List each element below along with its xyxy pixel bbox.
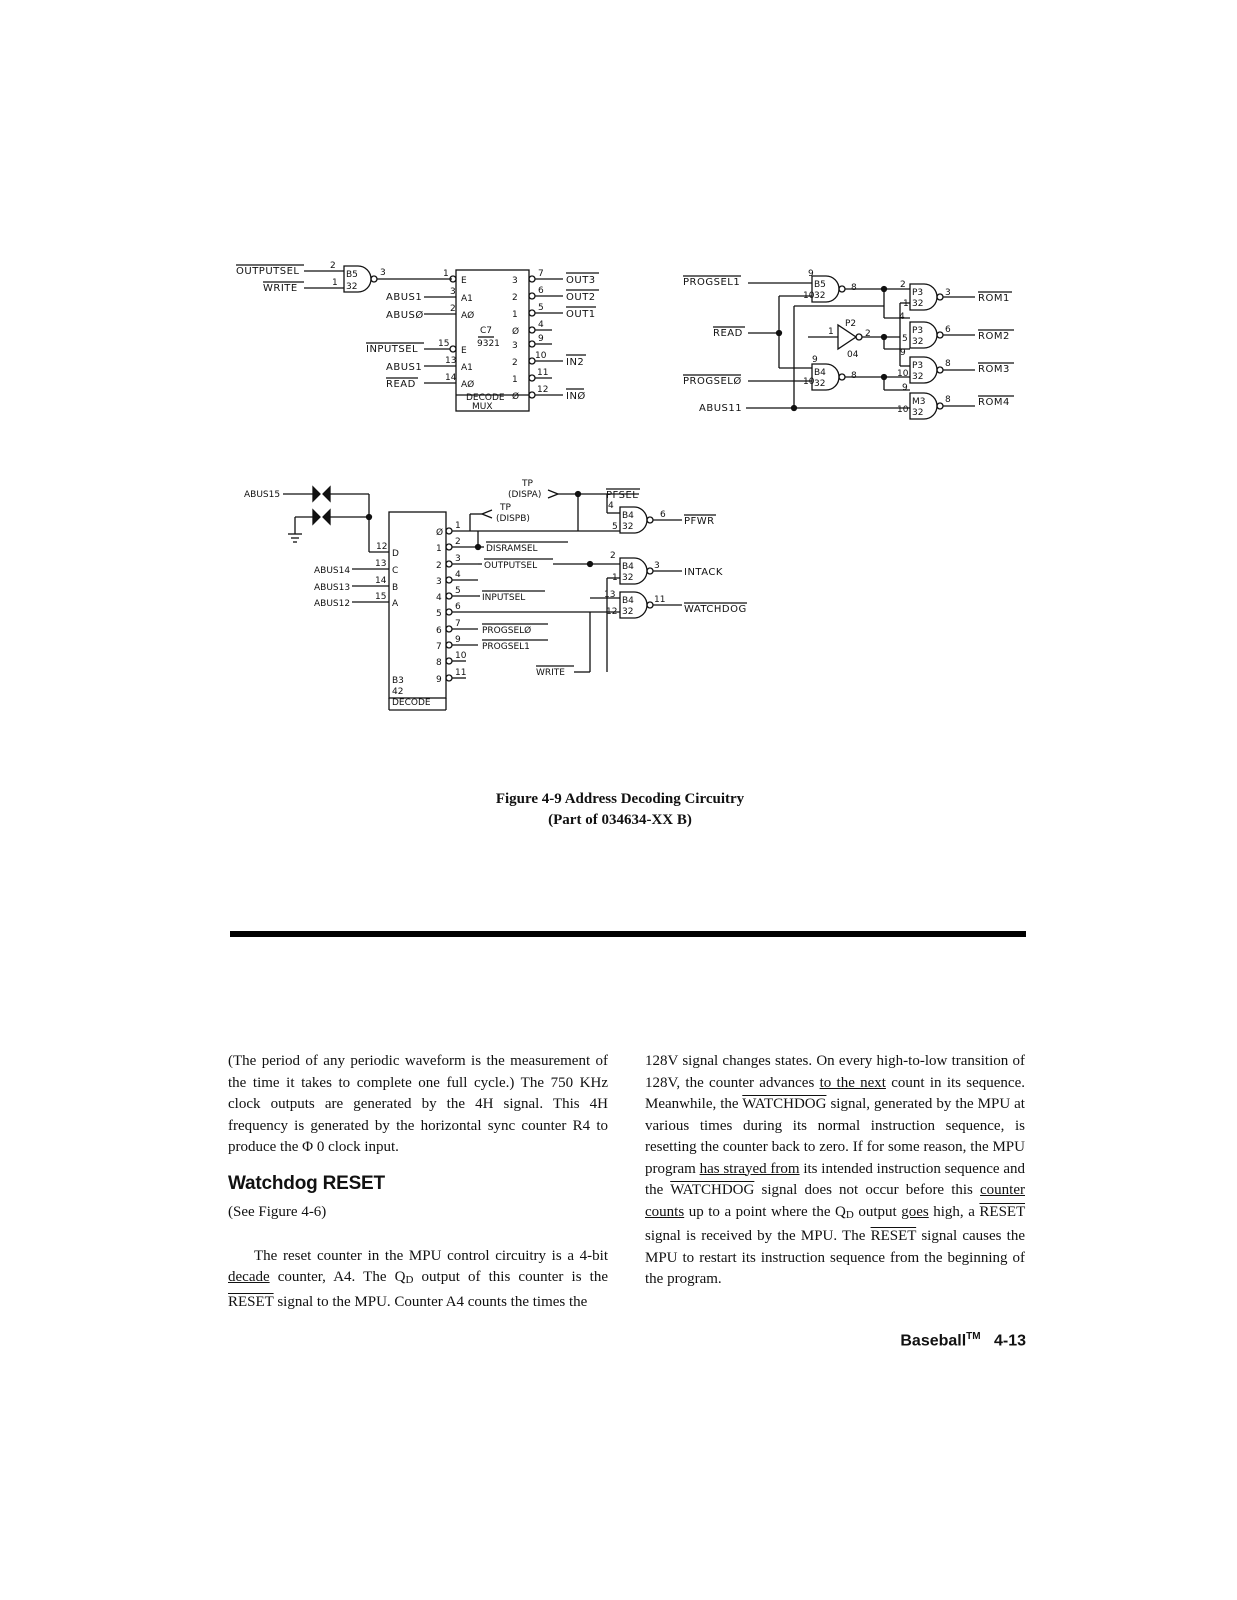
svg-text:8: 8 [945, 395, 951, 405]
pfsel-label: PFSEL [606, 490, 639, 501]
svg-text:ABUS12: ABUS12 [314, 599, 351, 609]
svg-text:4: 4 [899, 312, 905, 322]
svg-text:6: 6 [455, 602, 461, 612]
svg-text:2: 2 [436, 561, 442, 571]
rom3-label: ROM3 [978, 364, 1010, 375]
svg-text:5: 5 [612, 522, 618, 532]
tp-dispb-label: TP [500, 503, 511, 513]
svg-text:P3: P3 [912, 326, 924, 336]
svg-text:5: 5 [455, 586, 461, 596]
svg-text:Ø: Ø [436, 528, 444, 538]
svg-text:3: 3 [512, 341, 518, 351]
svg-text:12: 12 [606, 607, 618, 617]
b3-decoder-section [244, 479, 747, 710]
svg-text:5: 5 [436, 609, 442, 619]
outputsel-label: OUTPUTSEL [236, 266, 300, 277]
svg-text:M3: M3 [912, 397, 926, 407]
svg-text:32: 32 [912, 299, 924, 309]
svg-text:A1: A1 [461, 294, 473, 304]
svg-text:10: 10 [455, 651, 467, 661]
svg-text:1: 1 [436, 544, 442, 554]
svg-text:8: 8 [945, 359, 951, 369]
svg-text:12: 12 [537, 385, 549, 395]
svg-text:9: 9 [538, 334, 544, 344]
write-label-bottom: WRITE [536, 668, 565, 678]
svg-text:ABUS13: ABUS13 [314, 583, 351, 593]
trademark-mark: TM [966, 1331, 981, 1342]
svg-text:4: 4 [538, 320, 544, 330]
svg-text:9: 9 [436, 675, 442, 685]
svg-text:3: 3 [436, 577, 442, 587]
rom1-label: ROM1 [978, 293, 1010, 304]
left-column [228, 1051, 608, 1313]
svg-text:9: 9 [900, 348, 906, 358]
mux-name: C7 [480, 326, 493, 336]
svg-text:32: 32 [912, 337, 924, 347]
svg-text:Ø: Ø [512, 392, 520, 402]
rom2-label: ROM2 [978, 331, 1010, 342]
svg-text:AØ: AØ [461, 380, 475, 390]
svg-text:32: 32 [622, 607, 634, 617]
svg-text:6: 6 [538, 286, 544, 296]
pfwr-label: PFWR [684, 516, 715, 527]
svg-text:P3: P3 [912, 288, 924, 298]
paragraph-watchdog: 128V signal changes states. On every high-to-low transition of 128V, the counter advances to the next count in its sequence. Meanwhile, the WATCHDOG signal, generated by the MPU at various times during its normal instruction sequence, is resetting the counter back to zero. If for some reason, the MPU program has strayed from its intended instruction sequence and the WATCHDOG signal does not occur before this counter counts up to a point where the QD output goes high, a RESET signal is received by the MPU. The RESET signal causes the MPU to restart its instruction sequence from the beginning of the program. [645, 1053, 1025, 1287]
svg-text:ABUS1: ABUS1 [386, 362, 423, 373]
rom-select-section [683, 269, 1014, 419]
svg-text:2: 2 [512, 358, 518, 368]
rom4-label: ROM4 [978, 397, 1010, 408]
svg-text:9: 9 [812, 355, 818, 365]
svg-text:3: 3 [380, 268, 386, 278]
svg-text:9: 9 [455, 635, 461, 645]
svg-text:13: 13 [375, 559, 387, 569]
decoder-name: B3 [392, 676, 404, 686]
svg-text:1: 1 [455, 521, 461, 531]
svg-text:7: 7 [538, 269, 544, 279]
figure-caption-part: (Part of 034634-XX B) [548, 812, 692, 828]
svg-text:10: 10 [803, 377, 815, 387]
svg-text:B4: B4 [622, 596, 634, 606]
section-heading: Watchdog RESET [228, 1172, 385, 1194]
section-divider [230, 931, 1026, 937]
svg-text:E: E [461, 346, 467, 356]
svg-text:4: 4 [608, 501, 614, 511]
svg-text:7: 7 [436, 642, 442, 652]
decode-mux-section [236, 261, 599, 412]
svg-text:14: 14 [445, 373, 457, 383]
svg-text:C: C [392, 566, 399, 576]
svg-text:32: 32 [912, 372, 924, 382]
paragraph-reset-counter: The reset counter in the MPU control circuitry is a 4-bit decade counter, A4. The QD output of this counter is the RESET signal to the MPU. Counter A4 counts the times the [228, 1247, 608, 1310]
svg-text:P3: P3 [912, 361, 924, 371]
abus11-label: ABUS11 [699, 403, 743, 414]
svg-text:MUX: MUX [472, 402, 493, 412]
svg-text:11: 11 [654, 595, 666, 605]
svg-text:(DISPB): (DISPB) [496, 514, 530, 524]
mux-footer: DECODE [466, 393, 505, 403]
svg-text:D: D [392, 549, 399, 559]
svg-text:4: 4 [436, 593, 442, 603]
address-decoding-schematic [0, 0, 1237, 760]
svg-text:READ: READ [386, 379, 416, 390]
svg-text:10: 10 [535, 351, 547, 361]
svg-text:3: 3 [450, 287, 456, 297]
svg-text:04: 04 [847, 350, 859, 360]
svg-text:8: 8 [436, 658, 442, 668]
svg-text:32: 32 [814, 291, 826, 301]
out1-label: OUT1 [566, 309, 596, 320]
svg-text:15: 15 [438, 339, 450, 349]
right-column [645, 1051, 1025, 1291]
svg-text:2: 2 [900, 280, 906, 290]
svg-text:2: 2 [865, 329, 871, 339]
svg-text:7: 7 [455, 619, 461, 629]
svg-text:6: 6 [945, 325, 951, 335]
svg-text:6: 6 [436, 626, 442, 636]
svg-text:8: 8 [851, 371, 857, 381]
svg-text:2: 2 [330, 261, 336, 271]
read-label: READ [713, 328, 743, 339]
svg-text:2: 2 [455, 537, 461, 547]
svg-text:4: 4 [455, 570, 461, 580]
svg-text:1: 1 [512, 375, 518, 385]
svg-text:12: 12 [376, 542, 388, 552]
progsel0-label: PROGSELØ [683, 376, 742, 387]
svg-text:1: 1 [828, 327, 834, 337]
out3-label: OUT3 [566, 275, 596, 286]
in2-label: IN2 [566, 357, 585, 368]
abus15-label: ABUS15 [244, 490, 281, 500]
svg-text:ABUS1: ABUS1 [386, 292, 423, 303]
svg-text:10: 10 [897, 369, 909, 379]
svg-text:8: 8 [851, 283, 857, 293]
outputsel-label-bottom: OUTPUTSEL [484, 561, 538, 571]
svg-text:5: 5 [902, 334, 908, 344]
svg-text:32: 32 [912, 408, 924, 418]
svg-text:(DISPA): (DISPA) [508, 490, 542, 500]
page-number: 4-13 [993, 1332, 1026, 1350]
svg-text:P2: P2 [845, 319, 857, 329]
out2-label: OUT2 [566, 292, 596, 303]
svg-text:32: 32 [622, 522, 634, 532]
svg-text:ABUS14: ABUS14 [314, 566, 351, 576]
svg-text:6: 6 [660, 510, 666, 520]
svg-text:42: 42 [392, 687, 404, 697]
svg-text:2: 2 [450, 304, 456, 314]
svg-text:3: 3 [512, 276, 518, 286]
svg-text:B5: B5 [814, 280, 826, 290]
svg-text:3: 3 [945, 288, 951, 298]
svg-text:13: 13 [445, 356, 457, 366]
svg-text:1: 1 [443, 269, 449, 279]
svg-text:1: 1 [612, 573, 618, 583]
svg-text:B4: B4 [622, 562, 634, 572]
progsel0-label-bottom: PROGSELØ [482, 626, 532, 636]
svg-text:32: 32 [814, 379, 826, 389]
progsel1-label: PROGSEL1 [683, 277, 741, 288]
svg-text:32: 32 [622, 573, 634, 583]
svg-text:ABUSØ: ABUSØ [386, 310, 424, 321]
figure-reference: (See Figure 4-6) [228, 1204, 327, 1220]
svg-text:11: 11 [455, 668, 467, 678]
svg-text:B: B [392, 583, 399, 593]
svg-text:A1: A1 [461, 363, 473, 373]
svg-text:DECODE: DECODE [392, 698, 431, 708]
inputsel-label-bottom: INPUTSEL [482, 593, 526, 603]
svg-text:B4: B4 [622, 511, 634, 521]
svg-text:1: 1 [512, 310, 518, 320]
svg-text:2: 2 [610, 551, 616, 561]
svg-text:32: 32 [346, 282, 358, 292]
svg-text:B5: B5 [346, 270, 358, 280]
svg-text:1: 1 [332, 278, 338, 288]
svg-text:AØ: AØ [461, 311, 475, 321]
svg-text:15: 15 [375, 592, 387, 602]
paragraph-period: (The period of any periodic waveform is the measurement of the time it takes to complete one full cycle.) The 750 KHz clock outputs are generated by the 4H signal. This 4H frequency is generated by the horizontal sync counter R4 to produce the Φ 0 clock input. [228, 1053, 608, 1155]
footer-brand: Baseball [900, 1332, 967, 1350]
svg-text:14: 14 [375, 576, 387, 586]
svg-text:1: 1 [903, 299, 909, 309]
svg-text:13: 13 [604, 590, 616, 600]
page-footer [880, 1331, 1026, 1350]
svg-text:INPUTSEL: INPUTSEL [366, 344, 419, 355]
tp-dispa-label: TP [522, 479, 533, 489]
svg-text:B4: B4 [814, 368, 826, 378]
svg-text:3: 3 [654, 561, 660, 571]
write-label: WRITE [263, 283, 298, 294]
svg-text:10: 10 [897, 405, 909, 415]
svg-text:Ø: Ø [512, 327, 520, 337]
svg-text:10: 10 [803, 291, 815, 301]
progsel1-label-bottom: PROGSEL1 [482, 642, 530, 652]
svg-text:3: 3 [455, 554, 461, 564]
figure-caption-title: Figure 4-9 Address Decoding Circuitry [495, 791, 745, 807]
disramsel-label: DISRAMSEL [486, 544, 538, 554]
intack-label: INTACK [684, 567, 723, 578]
svg-text:9: 9 [902, 383, 908, 393]
svg-text:11: 11 [537, 368, 549, 378]
svg-text:5: 5 [538, 303, 544, 313]
watchdog-label: WATCHDOG [684, 604, 747, 615]
svg-text:2: 2 [512, 293, 518, 303]
svg-text:9: 9 [808, 269, 814, 279]
svg-text:9321: 9321 [477, 339, 500, 349]
in0-label: INØ [566, 391, 586, 402]
svg-text:E: E [461, 276, 467, 286]
svg-text:A: A [392, 599, 399, 609]
